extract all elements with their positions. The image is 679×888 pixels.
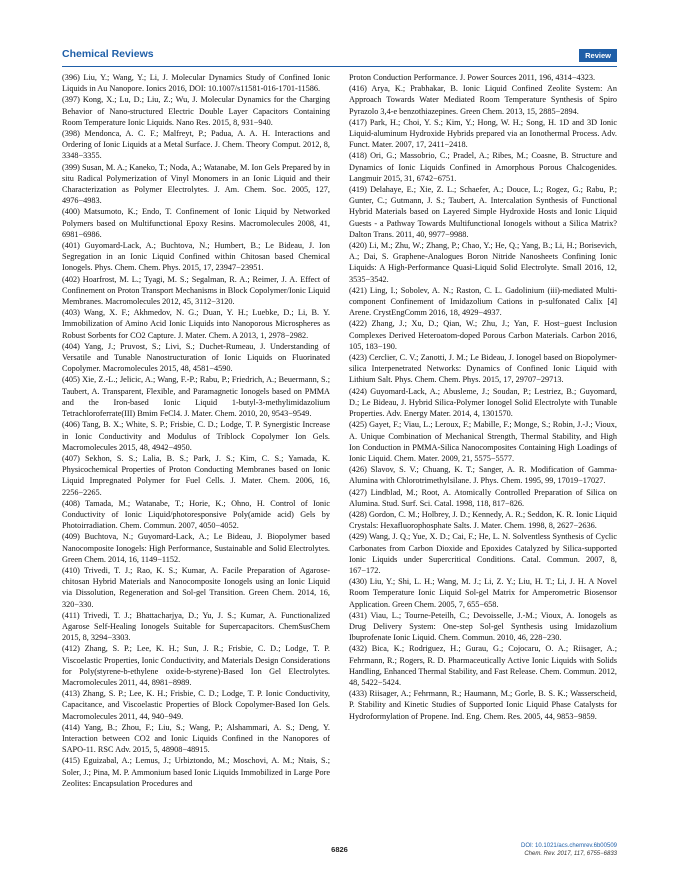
reference-entry: (418) Ori, G.; Massobrio, C.; Pradel, A.; Ribes, M.; Coasne, B. Structure and Dynamics of Ionic Liquids Confined in Amorphous Porous Chalcogenides. Langmuir 2015, 31, 6742−6751. (349, 151, 617, 183)
doi-link[interactable]: DOI: 10.1021/acs.chemrev.6b00509 (521, 843, 617, 849)
right-column (349, 72, 617, 722)
page-header (62, 48, 617, 64)
reference-entry: (401) Guyomard-Lack, A.; Buchtova, N.; Humbert, B.; Le Bideau, J. Ion Segregation in an Ionic Liquid Confined within Chitosan based Chemical Ionogels. Phys. Chem. Chem. Phys. 2015, 17, 23947−23951. (62, 241, 330, 273)
reference-entry: (396) Liu, Y.; Wang, Y.; Li, J. Molecular Dynamics Study of Confined Ionic Liquids in Au Nanopore. Ionics 2016, DOI: 10.1007/s11581-016-1701-11586. (62, 73, 330, 94)
reference-entry: (432) Bica, K.; Rodriguez, H.; Gurau, G.; Cojocaru, O. A.; Riisager, A.; Fehrmann, R.; Rogers, R. D. Pharmaceutically Active Ionic Liquids with Solids Handling, Enhanced Thermal Stability, and Fast Release. Chem. Commun. 2012, 48, 5422−5424. (349, 644, 617, 687)
reference-entry: (412) Zhang, S. P.; Lee, K. H.; Sun, J. R.; Frisbie, C. D.; Lodge, T. P. Viscoelastic Properties, Ionic Conductivity, and Materials Design Considerations for Poly(styrene-b-ethylene oxide-b-styrene)-Based Ion Gel Electrolytes. Macromolecules 2011, 44, 8981−8989. (62, 644, 330, 687)
reference-entry: (411) Trivedi, T. J.; Bhattacharjya, D.; Yu, J. S.; Kumar, A. Functionalized Agarose Self-Healing Ionogels Suitable for Supercapacitors. ChemSusChem 2015, 8, 3294−3303. (62, 610, 330, 643)
reference-entry: (409) Buchtova, N.; Guyomard-Lack, A.; Le Bideau, J. Biopolymer based Nanocomposite Ionogels: High Performance, Sustainable and Solid Electrolytes. Green Chem. 2014, 16, 1149−1152. (62, 532, 330, 564)
reference-entry: (420) Li, M.; Zhu, W.; Zhang, P.; Chao, Y.; He, Q.; Yang, B.; Li, H.; Borisevich, A.; Dai, S. Graphene-Analogues Boron Nitride Nanosheets Confining Ionic Liquids: A High-Performance Quasi-Liquid Solid Electrolyte. Small 2016, 12, 3535−3542. (349, 241, 617, 284)
reference-entry: (407) Sekhon, S. S.; Lalia, B. S.; Park, J. S.; Kim, C. S.; Yamada, K. Physicochemical Properties of Proton Conducting Membranes based on Ionic Liquid Impregnated Polymer for Fuel Cells. J. Mater. Chem. 2006, 16, 2256−2265. (62, 453, 330, 497)
reference-entry: (399) Susan, M. A.; Kaneko, T.; Noda, A.; Watanabe, M. Ion Gels Prepared by in situ Radical Polymerization of Vinyl Monomers in an Ionic Liquid and their Characterization as Polymer Electrolytes. J. Am. Chem. Soc. 2005, 127, 4976−4983. (62, 162, 330, 206)
reference-entry: (428) Gordon, C. M.; Holbrey, J. D.; Kennedy, A. R.; Seddon, K. R. Ionic Liquid Crystals: Hexafluorophosphate Salts. J. Mater. Chem. 1998, 8, 2627−2636. (349, 509, 617, 531)
reference-entry: (426) Slavov, S. V.; Chuang, K. T.; Sanger, A. R. Modification of Gamma-Alumina with Chlorotrimethylsilane. J. Phys. Chem. 1995, 99, 17019−17027. (349, 465, 617, 486)
reference-entry: (403) Wang, X. F.; Akhmedov, N. G.; Duan, Y. H.; Luebke, D.; Li, B. Y. Immobilization of Amino Acid Ionic Liquids into Nanoporous Microspheres as Robust Sorbents for CO2 Capture. J. Mater. Chem. A 2013, 1, 2978−2982. (62, 308, 330, 340)
reference-entry: (424) Guyomard-Lack, A.; Abusleme, J.; Soudan, P.; Lestriez, B.; Guyomard, D.; Le Bideau, J. Hybrid Silica-Polymer Ionogel Solid Electrolyte with Tunable Properties. Adv. Energy Mater. 2014, 4, 1301570. (349, 386, 617, 419)
reference-entry: (417) Park, H.; Choi, Y. S.; Kim, Y.; Hong, W. H.; Song, H. 1D and 3D Ionic Liquid-aluminum Hydroxide Hybrids prepared via an Ionothermal Process. Adv. Funct. Mater. 2007, 17, 2411−2418. (349, 117, 617, 150)
left-column (62, 72, 330, 789)
reference-entry: (422) Zhang, J.; Xu, D.; Qian, W.; Zhu, J.; Yan, F. Host−guest Inclusion Complexes Derived Heteroatom-doped Porous Carbon Materials. Carbon 2016, 105, 183−190. (349, 319, 617, 351)
reference-entry: (430) Liu, Y.; Shi, L. H.; Wang, M. J.; Li, Z. Y.; Liu, H. T.; Li, J. H. A Novel Room Temperature Ionic Liquid Sol-gel Matrix for Amperometric Biosensor Application. Green Chem. 2005, 7, 655−658. (349, 577, 617, 609)
journal-citation: Chem. Rev. 2017, 117, 6755−6833 (524, 851, 617, 857)
reference-entry: (398) Mendonca, A. C. F.; Malfreyt, P.; Padua, A. A. H. Interactions and Ordering of Ionic Liquids at a Metal Surface. J. Chem. Theory Comput. 2012, 8, 3348−3355. (62, 129, 330, 161)
article-type-badge: Review (579, 49, 617, 62)
reference-entry: (413) Zhang, S. P.; Lee, K. H.; Frisbie, C. D.; Lodge, T. P. Ionic Conductivity, Capacitance, and Viscoelastic Properties of Block Copolymer-Based Ion Gels. Macromolecules 2011, 44, 940−949. (62, 689, 330, 721)
reference-entry: (400) Matsumoto, K.; Endo, T. Confinement of Ionic Liquid by Networked Polymers based on Multifunctional Epoxy Resins. Macromolecules 2008, 41, 6981−6986. (62, 207, 330, 239)
reference-entry: (415) Eguizabal, A.; Lemus, J.; Urbiztondo, M.; Moschovi, A. M.; Ntais, S.; Soler, J.; Pina, M. P. Ammonium based Ionic Liquids Immobilized in Large Pore Zeolites: Encapsulation Procedures and (62, 756, 330, 788)
reference-entry: (405) Xie, Z.-L.; Jelicic, A.; Wang, F.-P.; Rabu, P.; Friedrich, A.; Beuermann, S.; Taubert, A. Transparent, Flexible, and Paramagnetic Ionogels based on PMMA and the Iron-based Ionic Liquid 1-butyl-3-methylimidazolium Tetrachloroferrate(III) Bmim FeCl4. J. Mater. Chem. 2010, 20, 9543−9549. (62, 375, 330, 419)
reference-entry: (397) Kong, X.; Lu, D.; Liu, Z.; Wu, J. Molecular Dynamics for the Charging Behavior of Nano-structured Electric Double Layer Capacitors Containing Room Temperature Ionic Liquids. Nano Res. 2015, 8, 931−940. (62, 95, 330, 127)
reference-entry: (423) Cerclier, C. V.; Zanotti, J. M.; Le Bideau, J. Ionogel based on Biopolymer-silica Interpenetrated Networks: Dynamics of Confined Ionic Liquid with Lithium Salt. Phys. Chem. Chem. Phys. 2015, 17, 29707−29713. (349, 353, 617, 385)
header-rule (62, 66, 617, 67)
page-number: 6826 (331, 845, 348, 854)
reference-entry: (406) Tang, B. X.; White, S. P.; Frisbie, C. D.; Lodge, T. P. Synergistic Increase in Ionic Conductivity and Modulus of Triblock Copolymer Ion Gels. Macromolecules 2015, 48, 4942−4950. (62, 420, 330, 452)
reference-entry: (431) Viau, L.; Tourne-Peteilh, C.; Devoisselle, J.-M.; Vioux, A. Ionogels as Drug Delivery System: One-step Sol-gel Synthesis using Imidazolium Ibuprofenate Ionic Liquid. Chem. Commun. 2010, 46, 228−230. (349, 610, 617, 643)
reference-entry: (425) Gayet, F.; Viau, L.; Leroux, F.; Mabille, F.; Monge, S.; Robin, J.-J.; Vioux, A. Unique Combination of Mechanical Strength, Thermal Stability, and High Ion Conduction in PMMA-Silica Nanocomposites Containing High Loadings of Ionic Liquid. Chem. Mater. 2009, 21, 5575−5577. (349, 420, 617, 463)
reference-entry: (427) Lindblad, M.; Root, A. Atomically Controlled Preparation of Silica on Alumina. Stud. Surf. Sci. Catal. 1998, 118, 817−826. (349, 487, 617, 508)
reference-entry: (416) Arya, K.; Prabhakar, B. Ionic Liquid Confined Zeolite System: An Approach Towards Water Mediated Room Temperature Synthesis of Spiro Pyrazolo 3,4-e benzothiazepines. Green Chem. 2013, 15, 2885−2894. (349, 84, 617, 116)
reference-entry: (433) Riisager, A.; Fehrmann, R.; Haumann, M.; Gorle, B. S. K.; Wasserscheid, P. Stability and Kinetic Studies of Supported Ionic Liquid Phase Catalysts for Hydroformylation of Propene. Ind. Eng. Chem. Res. 2005, 44, 9853−9859. (349, 689, 617, 721)
reference-entry: (408) Tamada, M.; Watanabe, T.; Horie, K.; Ohno, H. Control of Ionic Conductivity of Ionic Liquid/photoresponsive Poly(amide acid) Gels by Photoirradiation. Chem. Commun. 2007, 4050−4052. (62, 498, 330, 531)
reference-entry: (419) Delahaye, E.; Xie, Z. L.; Schaefer, A.; Douce, L.; Rogez, G.; Rabu, P.; Gunter, C.; Gutmann, J. S.; Taubert, A. Intercalation Synthesis of Functional Hybrid Materials based on Layered Simple Hydroxide Hosts and Ionic Liquid Guests - a Pathway Towards Multifunctional Ionogels without a Silica Matrix? Dalton Trans. 2011, 40, 9977−9988. (349, 185, 617, 239)
journal-title: Chemical Reviews (62, 48, 154, 60)
reference-entry: Proton Conduction Performance. J. Power Sources 2011, 196, 4314−4323. (349, 73, 596, 82)
reference-entry: (410) Trivedi, T. J.; Rao, K. S.; Kumar, A. Facile Preparation of Agarose-chitosan Hybrid Materials and Nanocomposite Ionogels using an Ionic Liquid via Dissolution, Regeneration and Sol-gel Transition. Green Chem. 2014, 16, 320−330. (62, 565, 330, 609)
reference-entry: (429) Wang, J. Q.; Yue, X. D.; Cai, F.; He, L. N. Solventless Synthesis of Cyclic Carbonates from Carbon Dioxide and Epoxides Catalyzed by Silica-supported Ionic Liquids under Supercritical Conditions. Catal. Commun. 2007, 8, 167−172. (349, 532, 617, 575)
reference-entry: (421) Ling, I.; Sobolev, A. N.; Raston, C. L. Gadolinium (iii)-mediated Multi-component Confinement of Imidazolium Cations in p-sulfonated Calix [4] Arene. CrystEngComm 2016, 18, 4929−4937. (349, 285, 617, 318)
reference-entry: (402) Hoarfrost, M. L.; Tyagi, M. S.; Segalman, R. A.; Reimer, J. A. Effect of Confinement on Proton Transport Mechanisms in Block Copolymer/Ionic Liquid Membranes. Macromolecules 2012, 45, 3112−3120. (62, 274, 330, 307)
reference-entry: (414) Yang, B.; Zhou, F.; Liu, S.; Wang, P.; Alshammari, A. S.; Deng, Y. Interaction between CO2 and Ionic Liquids Confined in the Nanopores of SAPO-11. RSC Adv. 2015, 5, 48908−48915. (62, 722, 330, 755)
reference-entry: (404) Yang, J.; Pruvost, S.; Livi, S.; Duchet-Rumeau, J. Understanding of Versatile and Tunable Nanostructuration of Ionic Liquids on Fluorinated Copolymer. Macromolecules 2015, 48, 4581−4590. (62, 341, 330, 374)
citation-block (521, 842, 617, 858)
